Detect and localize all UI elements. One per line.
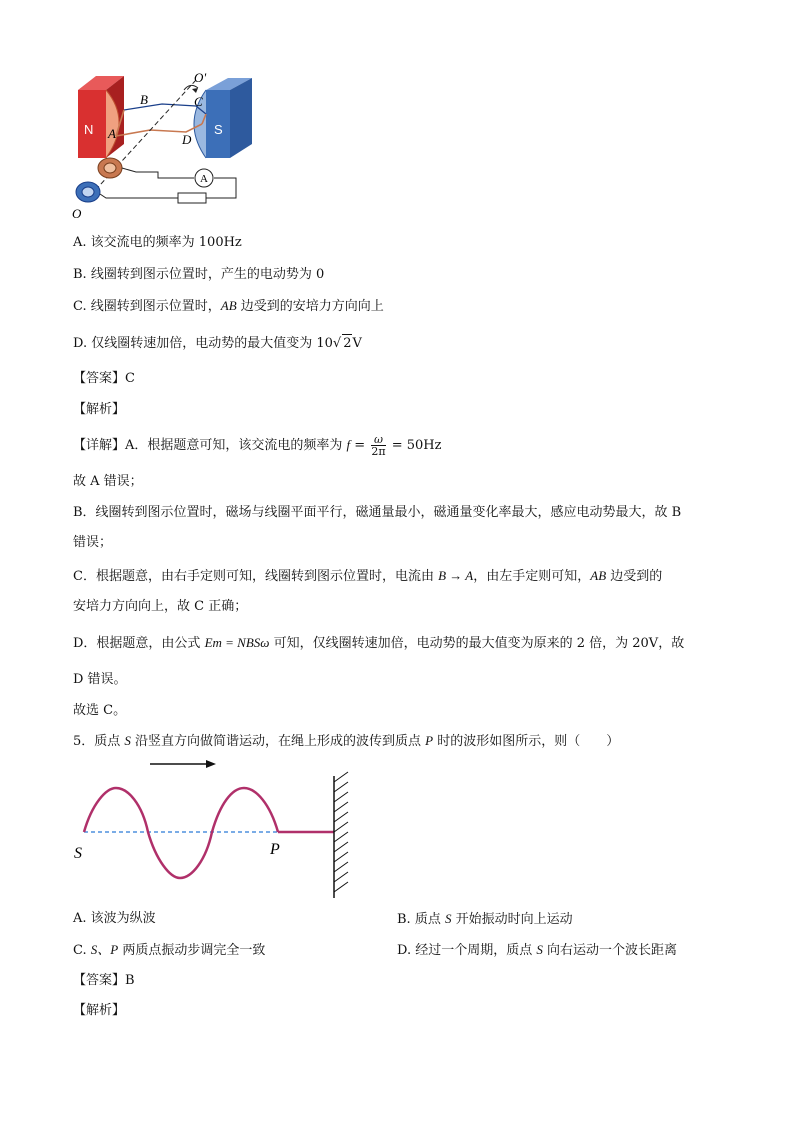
q4-option-a: A. 该交流电的频率为 100Hz [73,235,242,250]
wave-curve [84,788,278,878]
q5-stem: 5．质点 S 沿竖直方向做简谐运动，在绳上形成的波传到质点 P 时的波形如图所示，则（ ） [73,733,620,749]
ammeter-label: A [200,173,208,185]
q4-detail-c-line2: 安培力方向向上，故 C 正确； [73,599,248,614]
q4-detail-c-line1: C．根据题意，由右手定则可知，线圈转到图示位置时，电流由 B → A，由左手定则可知，AB 边受到的 [73,568,663,584]
resistor [178,193,206,203]
q4-detail-b-line1: B．线圈转到图示位置时，磁场与线圈平面平行，磁通量最小，磁通量变化率最大，感应电动势最大，故 B [73,505,682,520]
q4-option-c: C. 线圈转到图示位置时，AB 边受到的安培力方向向上 [73,298,384,314]
label-c: C [194,94,203,109]
label-o-prime: O' [194,70,207,85]
wave-figure [66,758,366,904]
q5-option-c: C. S、P 两质点振动步调完全一致 [73,942,266,958]
generator-figure [66,66,266,222]
q4-analysis-heading: 【解析】 [73,402,126,417]
q5-answer: 【答案】B [73,973,135,988]
q5-option-d: D. 经过一个周期，质点 S 向右运动一个波长距离 [397,942,677,958]
q4-detail-d-line1: D．根据题意，由公式 Em = NBSω 可知，仅线圈转速加倍，电动势的最大值变为原来的 2 倍，为 20V，故 [73,635,685,651]
label-a: A [108,126,116,141]
q4-detail-d-line2: D 错误。 [73,672,127,687]
q4-conclusion: 故选 C。 [73,703,127,718]
q4-answer: 【答案】C [73,371,135,386]
wave-label-s: S [74,845,82,862]
label-o: O [72,206,82,221]
q4-option-d: D. 仅线圈转速加倍，电动势的最大值变为 10√ 2V [73,336,362,351]
q5-analysis-heading: 【解析】 [73,1003,126,1018]
label-d: D [182,132,192,147]
label-s: S [214,122,223,137]
frequency-fraction: $\frac{\omega}{2\pi}$ [371,433,386,458]
q4-detail-b-line2: 错误； [73,535,113,550]
q5-option-b: B. 质点 S 开始振动时向上运动 [397,911,573,927]
wave-label-p: P [270,841,280,858]
q4-detail-a: 【详解】A．根据题意可知，该交流电的频率为 f = $\frac{\omega}{2\pi}$ = 50Hz [73,433,442,458]
q4-detail-a-conclusion: 故 A 错误； [73,474,143,489]
q5-option-a: A. 该波为纵波 [73,911,156,926]
label-n: N [84,122,94,137]
label-b: B [140,92,148,107]
propagation-arrow-icon [206,760,216,768]
q4-option-b: B. 线圈转到图示位置时，产生的电动势为 0 [73,267,325,282]
